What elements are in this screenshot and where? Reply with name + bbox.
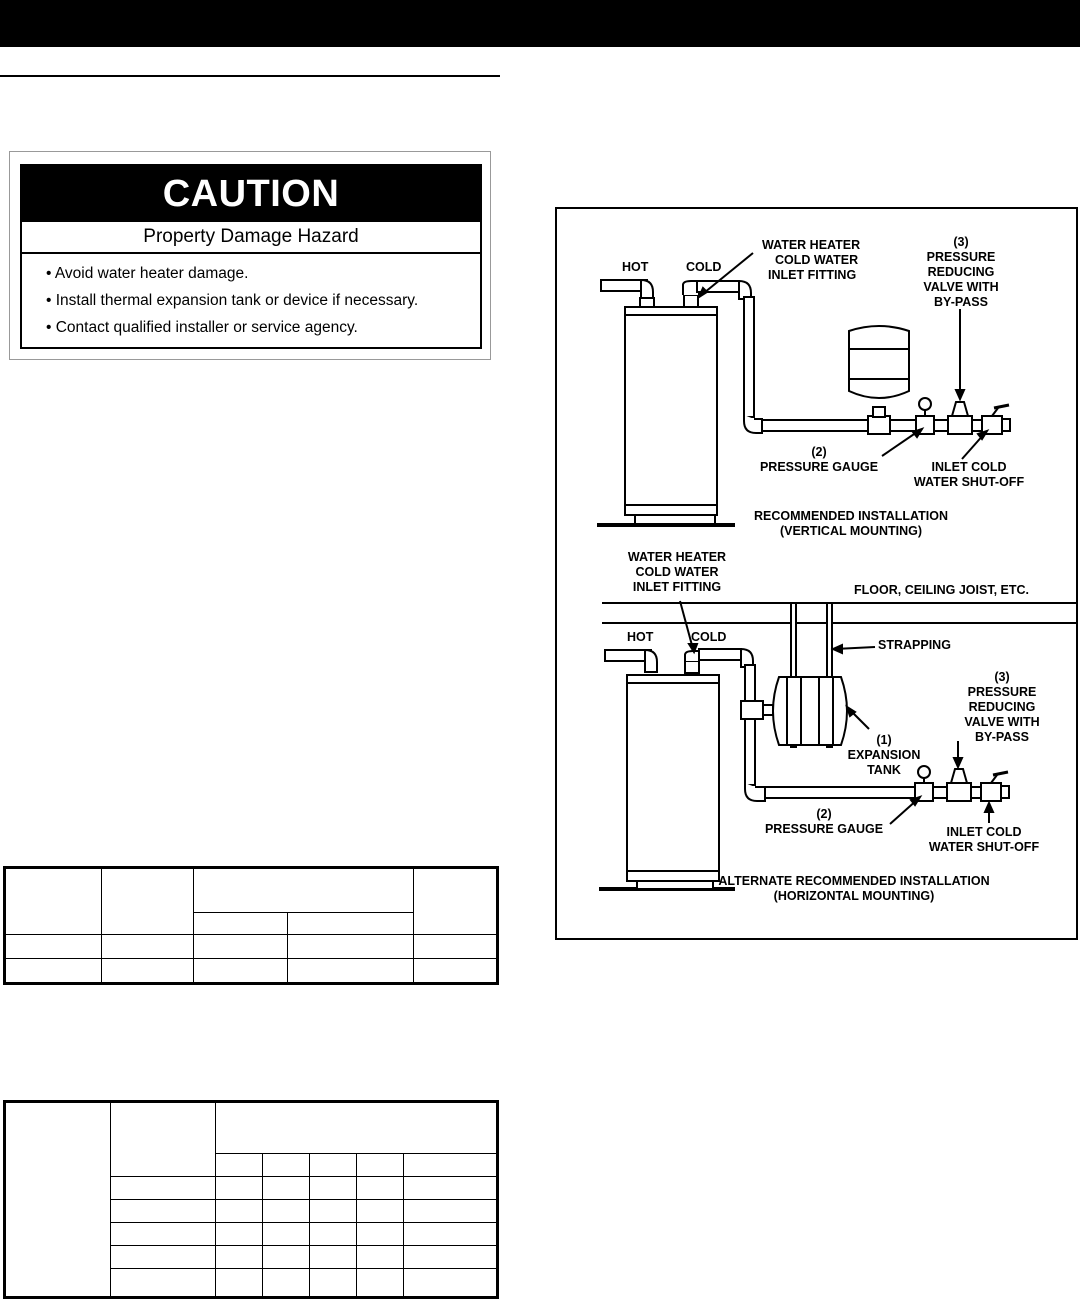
tee-fitting	[741, 701, 763, 719]
cold-label-horizontal: COLD	[691, 630, 727, 644]
fitting-label-horizontal: INLET FITTING	[632, 580, 722, 594]
table-cell	[194, 959, 288, 984]
heater-base	[637, 881, 713, 889]
floor-label: FLOOR, CEILING JOIST, ETC.	[854, 583, 1030, 597]
table-cell	[5, 959, 102, 984]
cold-riser	[744, 297, 754, 417]
table-cell	[404, 1177, 498, 1200]
cold-inlet-fitting	[684, 295, 698, 307]
fitting-label-vertical: COLD WATER	[775, 253, 859, 267]
table-cell	[263, 1222, 310, 1245]
prv-label-horizontal: VALVE WITH	[964, 715, 1040, 729]
prv-label-horizontal: (3)	[994, 670, 1010, 684]
fitting-label-vertical: WATER HEATER	[762, 238, 861, 252]
pressure-gauge-vertical	[919, 398, 931, 410]
supply-pipe	[762, 420, 868, 431]
hot-label-horizontal: HOT	[627, 630, 654, 644]
table-2	[3, 1100, 499, 1299]
strapping-label: STRAPPING	[878, 638, 951, 652]
table-cell	[216, 1154, 263, 1177]
caption-vertical: RECOMMENDED INSTALLATION	[754, 509, 948, 523]
tank-band	[787, 677, 801, 745]
fitting-label-vertical: INLET FITTING	[768, 268, 857, 282]
table-cell	[357, 1268, 404, 1297]
table-cell	[194, 913, 288, 935]
table-cell	[102, 959, 194, 984]
water-heater-tank	[627, 675, 719, 881]
caution-item: • Install thermal expansion tank or device if necessary.	[46, 292, 419, 309]
table-1	[3, 866, 499, 985]
inlet-stub	[1001, 786, 1009, 798]
prv-label-vertical: (3)	[953, 235, 969, 249]
installation-diagram	[555, 207, 1078, 940]
hot-elbow	[645, 650, 657, 672]
table-cell	[404, 1199, 498, 1222]
table-cell	[5, 868, 102, 935]
arrow-head	[978, 431, 987, 439]
table-cell	[194, 934, 288, 959]
cold-riser	[745, 665, 755, 785]
tank-band	[819, 677, 833, 745]
installation-diagram-svg	[557, 209, 1080, 942]
table-cell	[310, 1199, 357, 1222]
table-cell	[102, 868, 194, 935]
shutoff-label-horizontal: INLET COLD	[946, 825, 1022, 839]
table-cell	[111, 1177, 216, 1200]
cold-inlet-fitting	[685, 661, 699, 673]
shutoff-valve-horizontal	[981, 783, 1001, 801]
supply-pipe	[933, 787, 947, 798]
supply-pipe	[890, 420, 916, 431]
table-cell	[404, 1222, 498, 1245]
table-cell	[288, 934, 414, 959]
supply-pipe	[934, 420, 948, 431]
tee-fitting	[868, 416, 890, 434]
table-cell	[263, 1245, 310, 1268]
tank-label: (1)	[876, 733, 892, 747]
table-cell	[414, 868, 498, 935]
prv-label-horizontal: PRESSURE	[967, 685, 1037, 699]
prv-bonnet	[952, 402, 968, 416]
table-cell	[357, 1177, 404, 1200]
prv-label-horizontal: REDUCING	[968, 700, 1036, 714]
table-cell	[263, 1154, 310, 1177]
caution-label	[9, 151, 491, 360]
table-cell	[288, 913, 414, 935]
supply-pipe	[765, 787, 915, 798]
table-cell	[310, 1245, 357, 1268]
expansion-tank-horizontal	[773, 677, 847, 745]
water-heater-tank	[625, 307, 717, 515]
caution-heading: CAUTION	[22, 166, 480, 222]
caution-subheading: Property Damage Hazard	[22, 222, 480, 254]
table-cell	[5, 934, 102, 959]
table-cell	[111, 1102, 216, 1177]
table-cell	[414, 934, 498, 959]
table-cell	[216, 1102, 498, 1154]
header-bar	[0, 0, 1080, 47]
caution-label-frame	[20, 164, 482, 349]
shutoff-label-vertical: INLET COLD	[931, 460, 1007, 474]
table-cell	[263, 1177, 310, 1200]
caution-item: • Contact qualified installer or service agency.	[46, 319, 358, 336]
table-cell	[357, 1245, 404, 1268]
tank-label: TANK	[867, 763, 901, 777]
prv-label-vertical: PRESSURE	[926, 250, 996, 264]
table-cell	[111, 1222, 216, 1245]
table-cell	[216, 1268, 263, 1297]
table-cell	[111, 1268, 216, 1297]
prv-label-vertical: VALVE WITH	[923, 280, 999, 294]
hot-fitting	[640, 298, 654, 307]
hot-label-vertical: HOT	[622, 260, 649, 274]
shutoff-label-horizontal: WATER SHUT-OFF	[928, 840, 1040, 854]
arrow-head	[985, 803, 993, 812]
caption-horizontal: ALTERNATE RECOMMENDED INSTALLATION	[718, 874, 990, 888]
table-cell	[310, 1222, 357, 1245]
supply-pipe	[972, 420, 982, 431]
cold-label-vertical: COLD	[686, 260, 722, 274]
tank-label: EXPANSION	[847, 748, 921, 762]
table-cell	[404, 1268, 498, 1297]
table-cell	[216, 1177, 263, 1200]
table-cell	[404, 1245, 498, 1268]
table-cell	[216, 1222, 263, 1245]
arrow-head	[956, 390, 964, 399]
prv-bonnet	[951, 769, 967, 783]
pressure-gauge-horizontal	[918, 766, 930, 778]
table-cell	[414, 959, 498, 984]
table-cell	[310, 1177, 357, 1200]
pressure-reducing-valve-horizontal	[947, 783, 971, 801]
table-cell	[288, 959, 414, 984]
table-cell	[357, 1222, 404, 1245]
tank-connector	[763, 705, 773, 715]
cold-pipe	[699, 649, 741, 660]
fitting-label-horizontal: WATER HEATER	[627, 550, 727, 564]
table-cell	[216, 1199, 263, 1222]
table-cell	[111, 1199, 216, 1222]
caption-vertical: (VERTICAL MOUNTING)	[779, 524, 923, 538]
gauge-label-vertical: PRESSURE GAUGE	[759, 460, 879, 474]
shutoff-label-vertical: WATER SHUT-OFF	[913, 475, 1025, 489]
caption-horizontal: (HORIZONTAL MOUNTING)	[773, 889, 935, 903]
table-cell	[404, 1154, 498, 1177]
gauge-label-horizontal: (2)	[816, 807, 832, 821]
prv-label-vertical: BY-PASS	[934, 295, 988, 309]
inlet-stub	[1002, 419, 1010, 431]
table-cell	[357, 1199, 404, 1222]
table-cell	[357, 1154, 404, 1177]
pressure-reducing-valve-vertical	[948, 416, 972, 434]
gauge-label-vertical: (2)	[811, 445, 827, 459]
arrow-head	[833, 645, 842, 653]
table-cell	[310, 1268, 357, 1297]
supply-pipe	[971, 787, 981, 798]
table-cell	[102, 934, 194, 959]
table-cell	[310, 1154, 357, 1177]
fitting-label-horizontal: COLD WATER	[635, 565, 719, 579]
section-rule	[0, 75, 500, 77]
caution-list	[22, 254, 480, 341]
valve-handle	[993, 772, 1008, 775]
expansion-tank-vertical	[849, 326, 909, 398]
valve-handle	[994, 405, 1009, 408]
prv-label-horizontal: BY-PASS	[975, 730, 1029, 744]
caution-item: • Avoid water heater damage.	[46, 265, 249, 282]
table-cell	[263, 1199, 310, 1222]
table-cell	[111, 1245, 216, 1268]
tank-connector	[873, 407, 885, 417]
prv-label-vertical: REDUCING	[927, 265, 995, 279]
table-cell	[5, 1102, 111, 1298]
gauge-label-horizontal: PRESSURE GAUGE	[764, 822, 884, 836]
arrow-head	[954, 758, 962, 767]
table-cell	[216, 1245, 263, 1268]
heater-base	[635, 515, 715, 524]
table-cell	[194, 868, 414, 913]
table-cell	[263, 1268, 310, 1297]
